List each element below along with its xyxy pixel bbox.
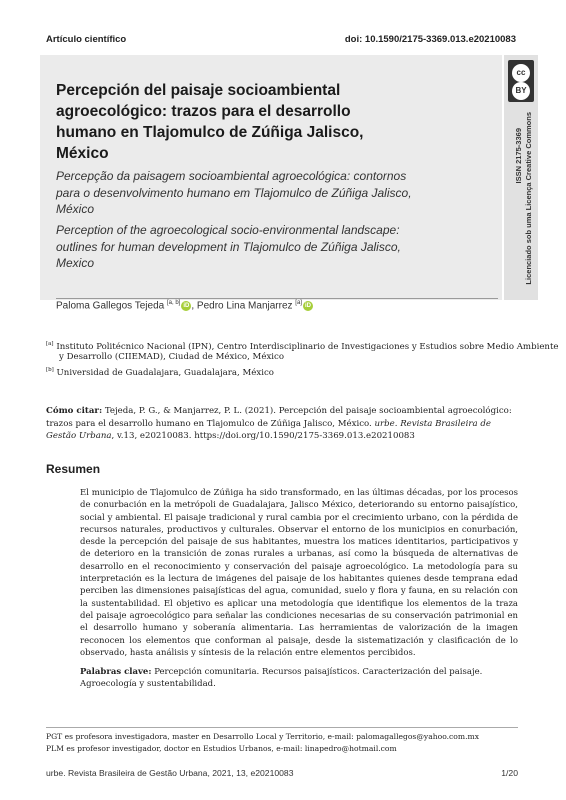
cite-text: Tejeda, P. G., & Manjarrez, P. L. (2021). Percepción del paisaje socioambiental agroecológico: trazos para el desarrollo humano en Tlajomulco de Zúñiga Jalisco, México. bbox=[46, 406, 512, 429]
authors-line bbox=[56, 300, 313, 311]
orcid-icon[interactable]: iD bbox=[183, 302, 190, 309]
affiliation-mark: [b] bbox=[46, 367, 54, 373]
how-to-cite bbox=[46, 405, 518, 443]
affiliation-item: [b] Universidad de Guadalajara, Guadalajara, México bbox=[46, 367, 274, 378]
author-separator: , bbox=[191, 300, 195, 312]
keywords-label: Palabras clave: bbox=[80, 667, 152, 677]
authors-divider bbox=[56, 298, 498, 299]
footnote: PGT es profesora investigadora, master en Desarrollo Local y Territorio, e-mail: palomagallegos@yahoo.com.mx bbox=[46, 732, 479, 741]
affiliation-item: [a] Instituto Politécnico Nacional (IPN), Centro Interdisciplinario de Investigaciones y Estudios sobre Medio Ambiente bbox=[46, 341, 559, 352]
by-attribution-icon: BY bbox=[512, 82, 530, 100]
affiliation-item: y Desarrollo (CIIEMAD), Ciudad de México, México bbox=[59, 352, 285, 362]
keywords bbox=[80, 666, 518, 691]
issn-label: ISSN 2175-3369 bbox=[514, 128, 523, 184]
cite-rest[interactable]: , v.13, e20210083. https://doi.org/10.1590/2175-3369.013.e20210083 bbox=[111, 431, 415, 441]
author-affiliation-mark: [a, b] bbox=[167, 300, 181, 306]
keywords-text: Percepción comunitaria. Recursos paisajísticos. Caracterización del paisaje. Agroecología y sustentabilidad. bbox=[80, 667, 483, 690]
author-affiliation-mark: [a] bbox=[295, 300, 302, 306]
author-name: Paloma Gallegos Tejeda bbox=[56, 300, 165, 312]
title-portuguese: Percepção da paisagem socioambiental agroecológica: contornos para o desenvolvimento humano em Tlajomulco de Zúñiga Jalisco, México bbox=[56, 169, 412, 216]
title-spanish: Percepción del paisaje socioambiental agroecológico: trazos para el desarrollo humano en Tlajomulco de Zúñiga Jalisco, México bbox=[56, 82, 364, 162]
creative-commons-badge[interactable] bbox=[508, 60, 534, 102]
doi-label[interactable]: doi: 10.1590/2175-3369.013.e20210083 bbox=[344, 34, 516, 45]
page-number: 1/20 bbox=[501, 768, 518, 778]
abstract-body: El municipio de Tlajomulco de Zúñiga ha sido transformado, en las últimas décadas, por los procesos de conurbación en la metrópoli de Guadalajara, Jalisco México, deteriorando su entorno paisajístico, social y ambiental. El paisaje tradicional y rural cambia por el crecimiento urbano, con la pérdida de recursos naturales, productivos y culturales. Observar el entorno de los municipios en conurbación, desde la percepción del paisaje de sus habitantes, muestra los matices identitarios, participativos y de deterioro en la transición de zonas rurales a urbanas, así como la búsqueda de alternativas de desarrollo en el reconocimiento y conservación del paisaje agroecológico. La metodología para su interpretación es la lectura de imágenes del paisaje de los habitantes quienes desde temprana edad perciben las dimensiones paisajísticas del agua, comunidad, suelo y flora y fauna, en su relación con la sustentabilidad. El objetivo es aplicar una metodología que identifique los elementos de la traza del paisaje agroecológico para señalar las condiciones necesarias de su conservación patrimonial en el desarrollo humano y soberanía alimentaria. Las herramientas de valorización de la imagen reconocen los elementos que conforman al paisaje, desde la sistematización y clasificación de lo observado, hasta análisis y síntesis de la relación entre elementos percibidos. bbox=[80, 488, 518, 658]
cite-journal: urbe. Revista Brasileira de Gestão Urbana bbox=[46, 418, 491, 441]
footnote-divider bbox=[46, 727, 518, 728]
footnote: PLM es profesor investigador, doctor en Estudios Urbanos, e-mail: linapedro@hotmail.com bbox=[46, 744, 397, 753]
orcid-icon[interactable]: iD bbox=[304, 302, 311, 309]
footer-journal: urbe. Revista Brasileira de Gestão Urbana, 2021, 13, e20210083 bbox=[46, 768, 294, 778]
cc-icon: cc bbox=[512, 64, 530, 82]
title-english: Perception of the agroecological socio-environmental landscape: outlines for human development in Tlajomulco de Zúñiga Jalisco, Mexico bbox=[56, 223, 401, 270]
affiliation-mark: [a] bbox=[46, 341, 54, 347]
cite-label: Cómo citar: bbox=[46, 406, 103, 416]
author-name: Pedro Lina Manjarrez bbox=[196, 300, 293, 312]
resumen-heading: Resumen bbox=[46, 462, 101, 476]
license-label: Licenciado sob uma Licença Creative Commons bbox=[524, 112, 533, 285]
article-type-label: Artículo científico bbox=[46, 34, 127, 45]
